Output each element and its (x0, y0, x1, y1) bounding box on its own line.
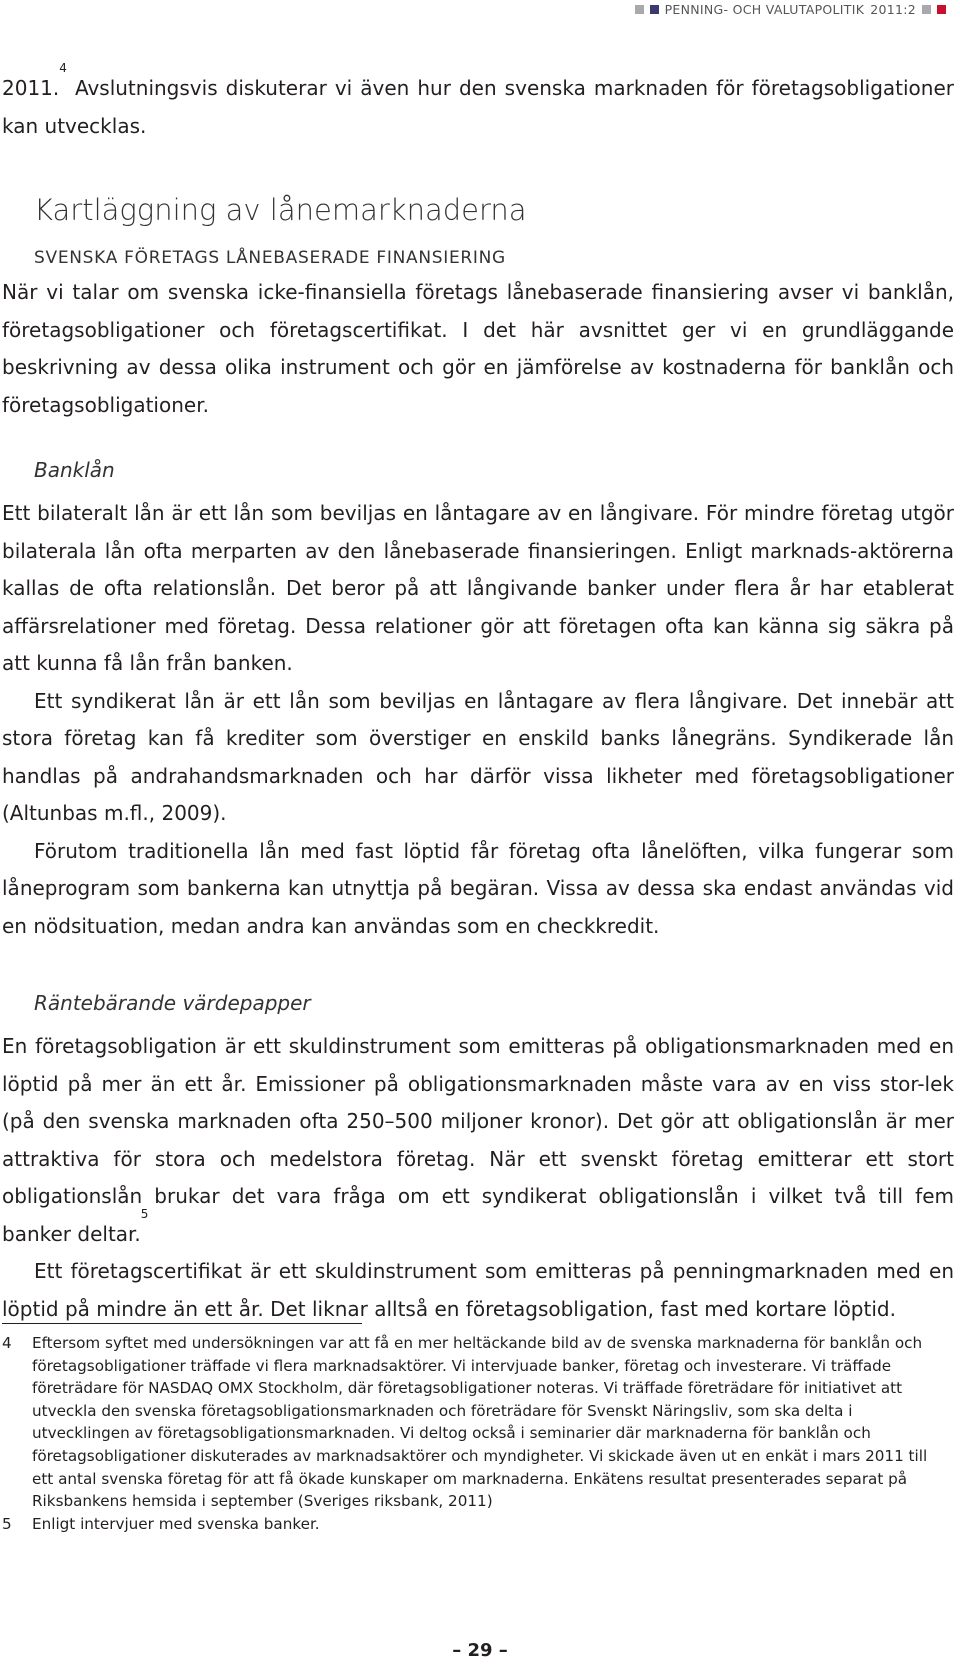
vardepapper-heading: Räntebärande värdepapper (34, 991, 311, 1015)
header-title: PENNING- OCH VALUTAPOLITIK (664, 2, 865, 17)
header-issue: 2011:2 (870, 2, 916, 17)
footnote-number: 5 (2, 1514, 12, 1533)
banklan-paragraph-1: Ett bilateralt lån är ett lån som beviljas en låntagare av en långivare. För mindre företag utgör bilaterala lån ofta merparten av den lånebaserade finansieringen. Enligt marknads-aktörerna kallas de ofta relationslån. Det beror på att långivande banker under flera år har etablerat affärsrelationer med företag. Dessa relationer gör att företagen ofta kan känna sig säkra på att kunna få lån från banken. (2, 501, 954, 675)
gray-square-icon (635, 5, 644, 14)
footnote-4 (2, 1332, 952, 1513)
banklan-paragraph-3: Förutom traditionella lån med fast löptid får företag ofta lånelöften, vilka fungerar som låneprogram som bankerna kan utnyttja på begäran. Vissa av dessa ska endast användas vid en nödsituation, medan andra kan användas som en checkkredit. (2, 838, 954, 938)
section-subtitle: SVENSKA FÖRETAGS LÅNEBASERADE FINANSIERING (34, 248, 506, 268)
footnotes (2, 1323, 952, 1535)
vardepapper-paragraph-2: Ett företagscertifikat är ett skuldinstrument som emitteras på penningmarknaden med en löptid på mindre än ett år. Det liknar alltså en företagsobligation, fast med kortare löptid. (2, 1259, 954, 1321)
gray-square-icon (922, 5, 931, 14)
footnote-text: Eftersom syftet med undersökningen var att få en mer heltäckande bild av de svenska marknaderna för banklån och företagsobligationer träffade vi flera marknadsaktörer. Vi intervjuade banker, företag och investerare. Vi träffade företrädare för NASDAQ OMX Stockholm, där företagsobligationer noteras. Vi träffade företrädare för initiativet att utveckla den svenska företagsobligationsmarknaden och företrädare för Svenskt Näringsliv, som ska delta i utvecklingen av företagsobligationsmarknaden. Vi deltog också i seminarier där marknaderna för banklån och företagsobligationer diskuterades av marknadsaktörer och myndigheter. Vi skickade även ut en enkät i mars 2011 till ett antal svenska företag för att få ökade kunskaper om marknaderna. Enkätens resultat presenterades separat på Riksbankens hemsida i september (Sveriges riksbank, 2011) (32, 1334, 928, 1511)
navy-square-icon (650, 5, 659, 14)
footnote-ref-4[interactable]: 4 (59, 61, 67, 75)
vardepapper-paragraph-1: En företagsobligation är ett skuldinstrument som emitteras på obligationsmarknaden med en löptid på mer än ett år. Emissioner på obligationsmarknaden måste vara av en viss stor-lek (på den svenska marknaden ofta 250–500 miljoner kronor). Det gör att obligationslån är mer attraktiva för stora och medelstora företag. När ett svenskt företag emitterar ett stort obligationslån brukar det vara fråga om ett syndikerat obligationslån i vilket två till fem banker deltar.$^5$ (2, 1034, 954, 1246)
banklan-paragraph-2: Ett syndikerat lån är ett lån som beviljas en låntagare av flera långivare. Det innebär att stora företag kan få krediter som överstiger en enskild banks lånegräns. Syndikerade lån handlas på andrahandsmarknaden och har därför vissa likheter med företagsobligationer (Altunbas m.fl., 2009). (2, 688, 954, 825)
page-number: – 29 – (452, 1640, 508, 1661)
footnote-ref-5[interactable]: 5 (140, 1206, 149, 1221)
main-content (2, 61, 954, 1328)
footnote-divider (2, 1323, 362, 1324)
banklan-heading: Banklån (34, 458, 115, 482)
footnote-5 (2, 1513, 952, 1536)
footnote-number: 4 (2, 1334, 12, 1352)
section-paragraph: När vi talar om svenska icke-finansiella företags lånebaserade finansiering avser vi banklån, företagsobligationer och företagscertifikat. I det här avsnittet ger vi en grundläggande beskrivning av dessa olika instrument och gör en jämförelse av kostnaderna för banklån och företagsobligationer. (2, 280, 954, 417)
running-header (635, 2, 946, 17)
red-square-icon (937, 5, 946, 14)
intro-paragraph: 2011.$^4$ Avslutningsvis diskuterar vi även hur den svenska marknaden för företagsobligationer kan utvecklas. (2, 61, 954, 138)
section-title: Kartläggning av lånemarknaderna (34, 193, 527, 227)
footnote-text: Enligt intervjuer med svenska banker. (32, 1514, 320, 1533)
